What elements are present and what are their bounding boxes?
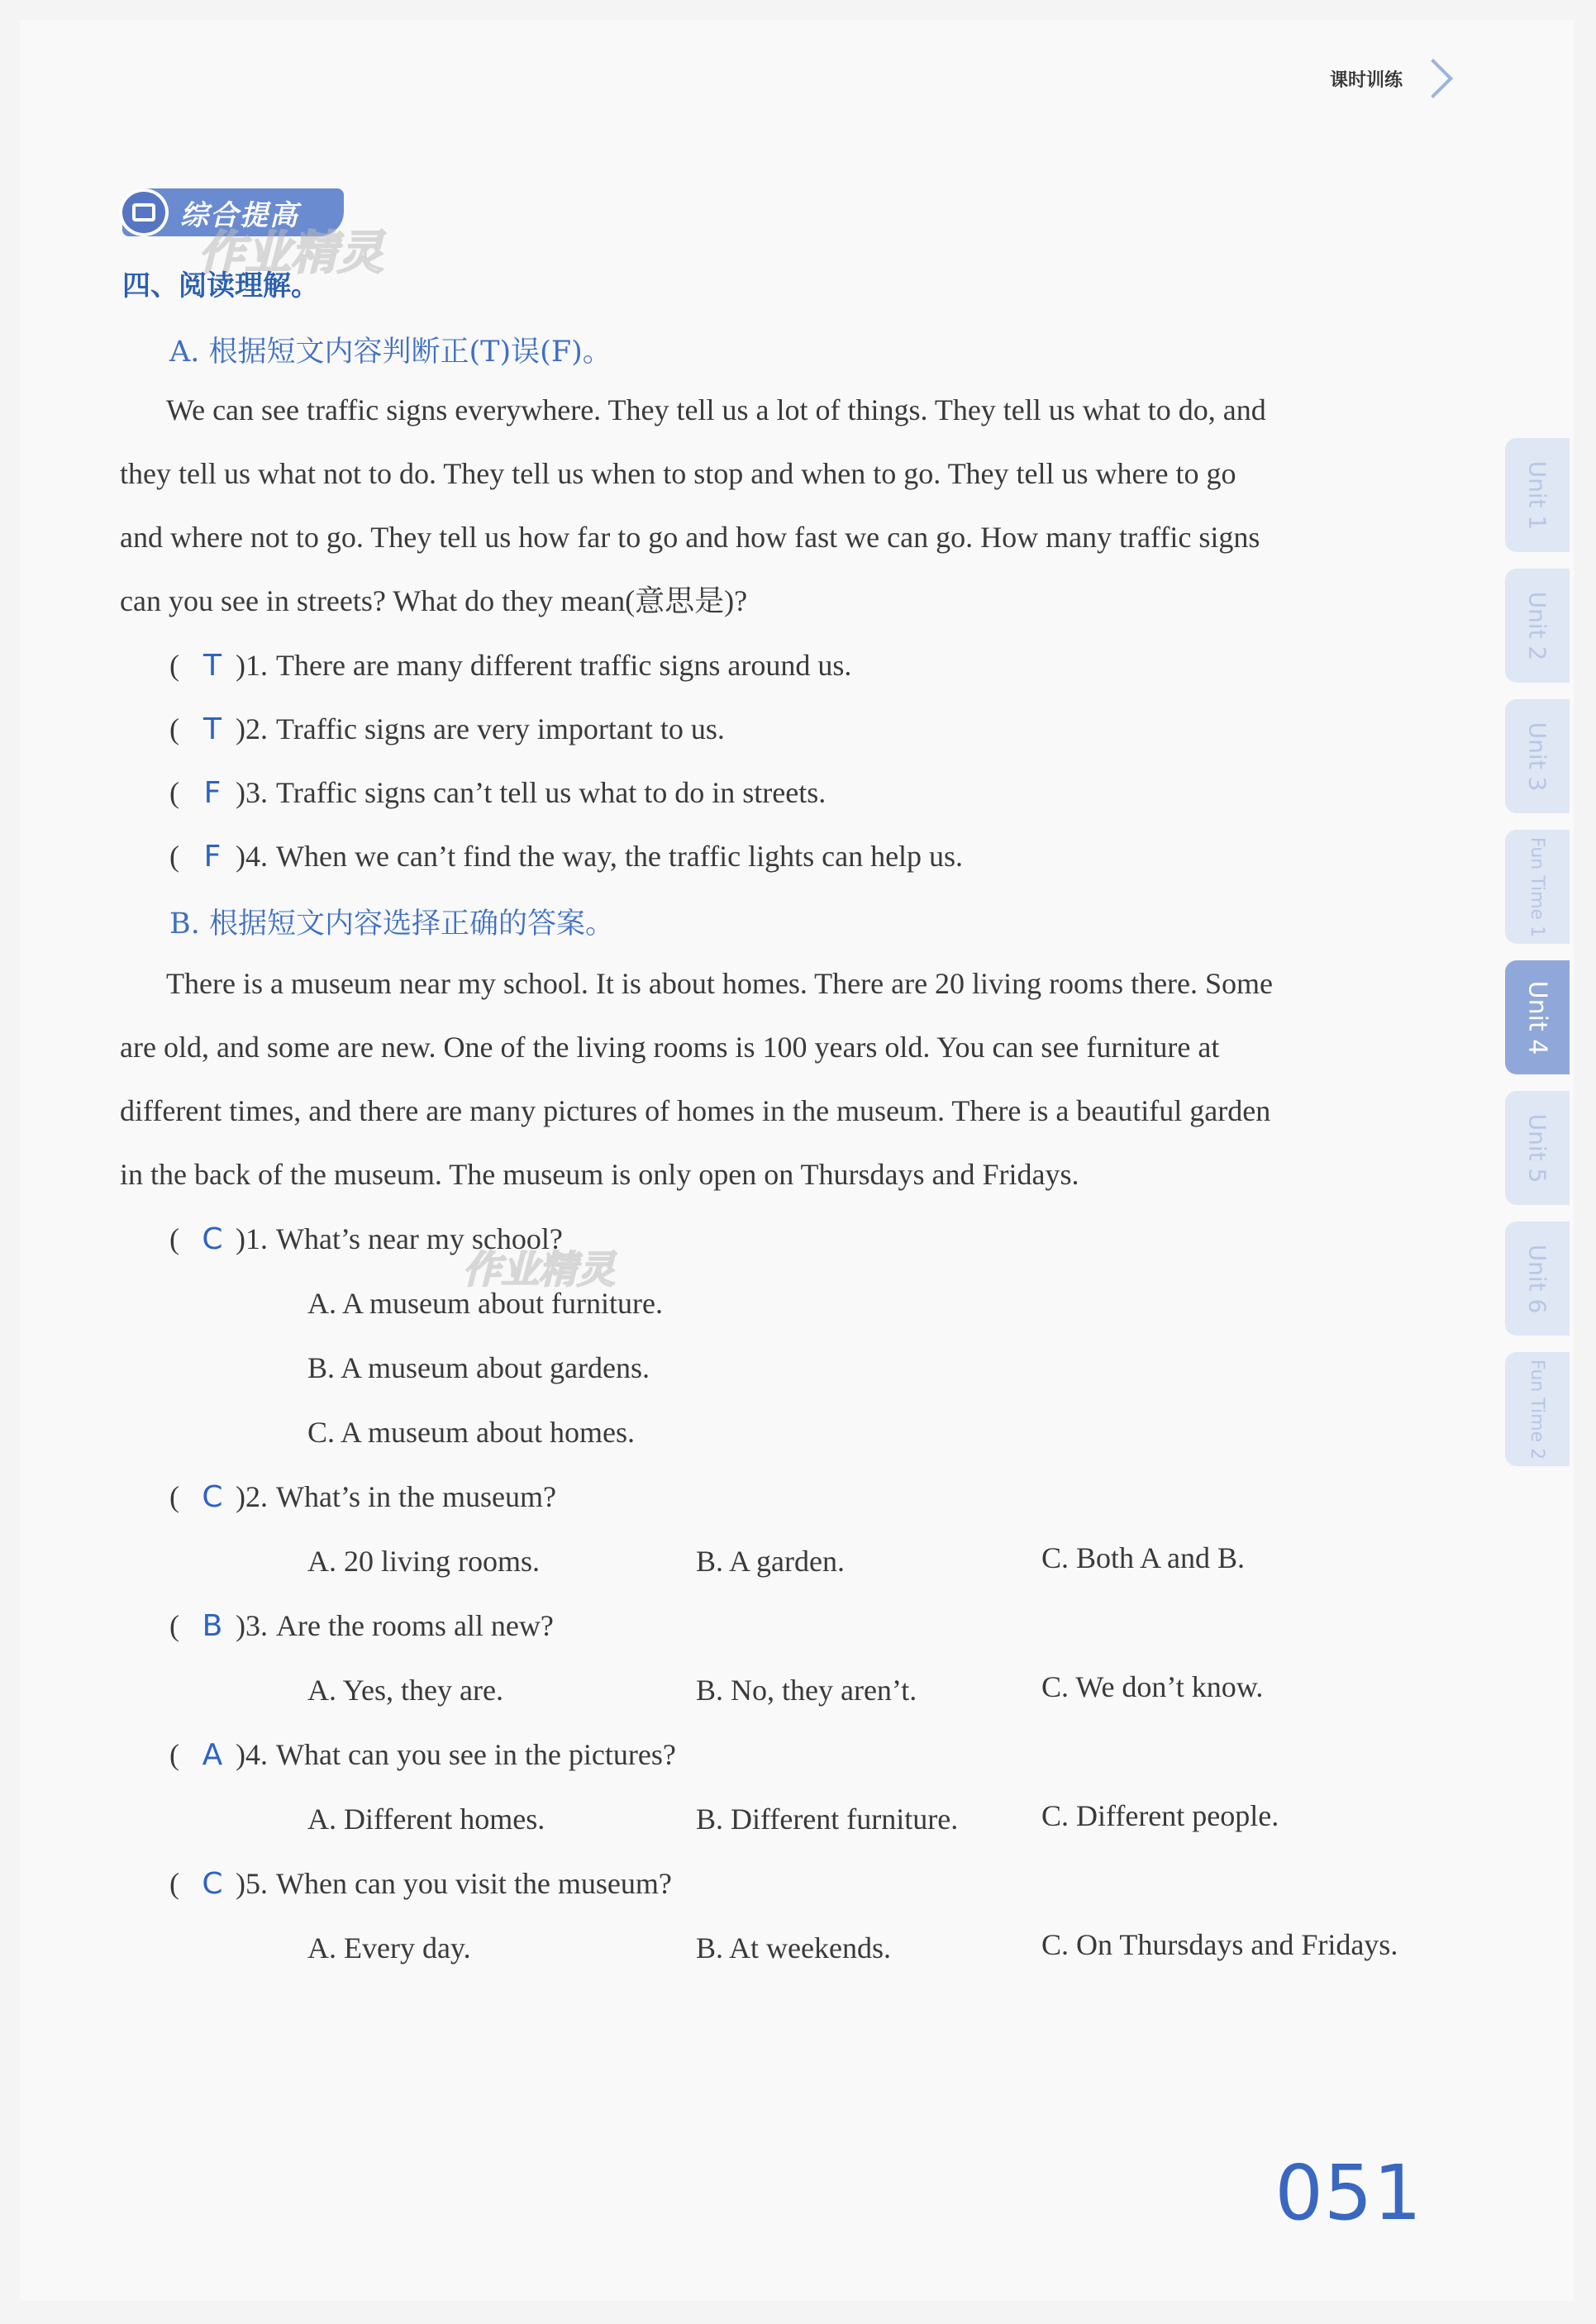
question-b3: ( B )3. Are the rooms all new? — [169, 1609, 554, 1643]
chevron-right-icon — [1413, 59, 1453, 98]
passage-line: We can see traffic signs everywhere. They tell us a lot of things. They tell us what to do, and — [166, 393, 1266, 426]
question-b5: ( C )5. When can you visit the museum? — [169, 1867, 672, 1901]
part-a-instruction: A. 根据短文内容判断正(T)误(F)。 — [169, 336, 612, 369]
option-a[interactable]: A. Different homes. — [307, 1803, 545, 1836]
question-a3: ( F )3. Traffic signs can’t tell us what to do in streets. — [169, 776, 827, 810]
tab-unit-5[interactable]: Unit 5 — [1505, 1091, 1570, 1205]
tab-unit-1[interactable]: Unit 1 — [1505, 438, 1570, 552]
passage-line: they tell us what not to do. They tell us when to stop and when to go. They tell us where to go — [120, 457, 1236, 490]
question-a4: ( F )4. When we can’t find the way, the traffic lights can help us. — [169, 840, 964, 874]
answer-blank[interactable]: T — [203, 712, 222, 746]
answer-blank[interactable]: C — [202, 1480, 223, 1514]
part-b-instruction: B. 根据短文内容选择正确的答案。 — [169, 907, 614, 941]
option-b[interactable]: B. At weekends. — [696, 1931, 891, 1964]
watermark: 作业精灵 — [198, 226, 384, 280]
option-c[interactable]: C. We don’t know. — [1041, 1670, 1264, 1703]
page-header — [1330, 64, 1447, 93]
passage-line: in the back of the museum. The museum is only open on Thursdays and Fridays. — [120, 1158, 1079, 1191]
option-a[interactable]: A. 20 living rooms. — [307, 1545, 541, 1578]
header-title: 课时训练 — [1329, 69, 1403, 91]
option-b[interactable]: B. Different furniture. — [696, 1803, 959, 1836]
option-a[interactable]: A. Every day. — [307, 1931, 471, 1964]
tab-unit-2[interactable]: Unit 2 — [1505, 569, 1570, 683]
tab-unit-4[interactable]: Unit 4 — [1505, 960, 1570, 1074]
passage-line: different times, and there are many pictures of homes in the museum. There is a beautiful garden — [120, 1094, 1271, 1127]
section-heading: 四、阅读理解。 — [122, 269, 319, 302]
question-b1: ( C )1. What’s near my school? — [169, 1222, 563, 1256]
question-b2: ( C )2. What’s in the museum? — [169, 1480, 556, 1514]
option-b[interactable]: B. A garden. — [696, 1545, 845, 1578]
answer-blank[interactable]: F — [203, 840, 222, 874]
question-a2: ( T )2. Traffic signs are very important to us. — [169, 712, 725, 746]
tab-unit-3[interactable]: Unit 3 — [1505, 699, 1570, 813]
tab-fun-time-1[interactable]: Fun Time 1 — [1505, 830, 1570, 944]
part-b-passage — [120, 952, 1442, 1207]
passage-line: are old, and some are new. One of the living rooms is 100 years old. You can see furniture at — [120, 1031, 1220, 1064]
passage-line: can you see in streets? What do they mean(意思是)? — [120, 584, 748, 617]
option-c[interactable]: C. On Thursdays and Fridays. — [1041, 1928, 1398, 1961]
tab-fun-time-2[interactable]: Fun Time 2 — [1505, 1352, 1570, 1466]
option-c[interactable]: C. Both A and B. — [1041, 1541, 1246, 1574]
option-c[interactable]: C. Different people. — [1041, 1799, 1279, 1832]
passage-line: There is a museum near my school. It is about homes. There are 20 living rooms there. Some — [166, 967, 1274, 1000]
answer-blank[interactable]: T — [203, 649, 222, 683]
passage-line: and where not to go. They tell us how far to go and how fast we can go. How many traffic signs — [120, 521, 1260, 554]
screen-icon — [119, 188, 169, 236]
part-a-passage — [120, 379, 1442, 633]
answer-blank[interactable]: B — [202, 1609, 223, 1643]
answer-blank[interactable]: A — [202, 1738, 223, 1772]
option-b[interactable]: B. No, they aren’t. — [696, 1674, 917, 1707]
answer-blank[interactable]: C — [202, 1222, 223, 1256]
watermark: 作业精灵 — [463, 1247, 615, 1292]
option-c[interactable]: C. A museum about homes. — [307, 1416, 635, 1449]
option-a[interactable]: A. Yes, they are. — [307, 1674, 503, 1707]
question-a1: ( T )1. There are many different traffic signs around us. — [169, 649, 852, 683]
question-b4: ( A )4. What can you see in the pictures? — [169, 1738, 676, 1772]
answer-blank[interactable]: F — [203, 776, 222, 810]
page-number: 051 — [1274, 2149, 1422, 2237]
answer-blank[interactable]: C — [202, 1867, 223, 1901]
badge-label: 综合提高 — [180, 198, 299, 232]
option-a[interactable]: A. A museum about furniture. — [307, 1287, 663, 1320]
option-b[interactable]: B. A museum about gardens. — [307, 1351, 650, 1384]
tab-unit-6[interactable]: Unit 6 — [1505, 1222, 1570, 1336]
